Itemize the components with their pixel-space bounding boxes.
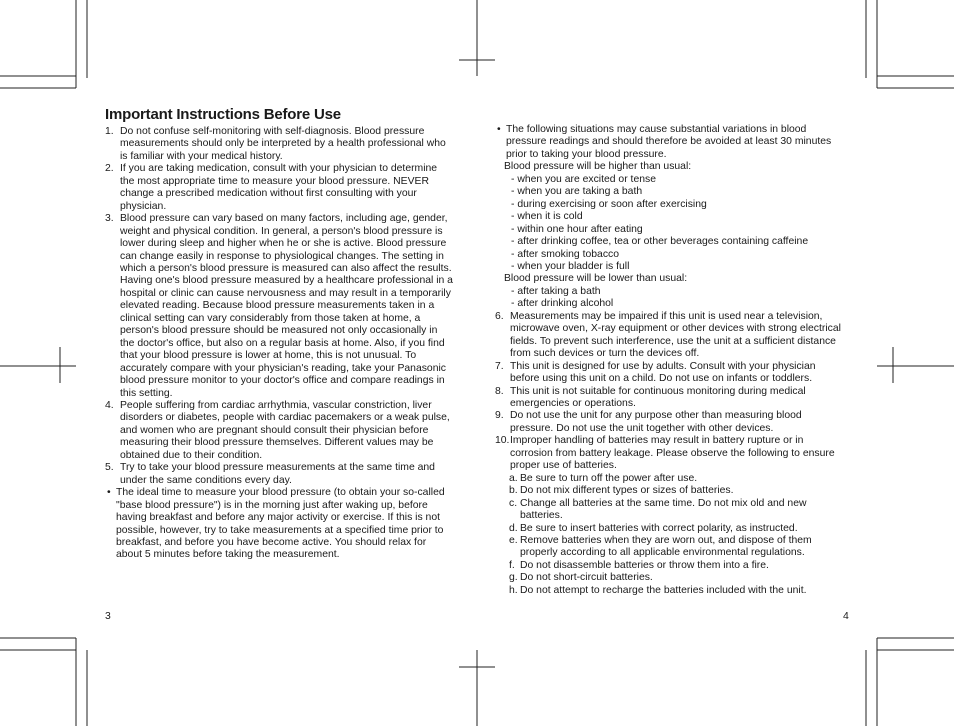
text-line: under the same conditions every day. bbox=[120, 474, 292, 486]
text-line: obtained due to their condition. bbox=[120, 449, 263, 461]
dash-item: - after drinking coffee, tea or other beverages containing caffeine bbox=[511, 236, 809, 248]
battery-item bbox=[495, 473, 855, 485]
text-line: Having one's blood pressure measured by a healthcare professional in a bbox=[120, 275, 453, 287]
item-marker: 1. bbox=[105, 126, 114, 137]
text-line: from such devices or turn the devices off. bbox=[510, 348, 700, 360]
dash-item: - when you are excited or tense bbox=[511, 173, 656, 185]
text-line: Measurements may be impaired if this unit is used near a television, bbox=[510, 310, 823, 322]
page-title: Important Instructions Before Use bbox=[105, 106, 341, 123]
numbered-item bbox=[105, 213, 465, 400]
text-line: Improper handling of batteries may result in battery rupture or in bbox=[510, 435, 804, 447]
text-line: This unit is designed for use by adults. Consult with your physician bbox=[510, 360, 816, 372]
dash-item: - within one hour after eating bbox=[511, 223, 643, 235]
numbered-item bbox=[105, 400, 465, 462]
numbered-item bbox=[105, 126, 465, 163]
dash-item: - when it is cold bbox=[511, 211, 583, 223]
text-line: This unit is not suitable for continuous monitoring during medical bbox=[510, 385, 806, 397]
text-line: which a person's blood pressure is measured can also affect the results. bbox=[120, 262, 452, 274]
item-marker: c. bbox=[509, 497, 518, 509]
text-line: the most appropriate time to measure your blood pressure. NEVER bbox=[120, 175, 429, 187]
sub-heading-lower: Blood pressure will be lower than usual: bbox=[504, 273, 688, 285]
right-page-body bbox=[495, 124, 855, 597]
text-line: People suffering from cardiac arrhythmia, vascular constriction, liver bbox=[120, 399, 432, 411]
text-line: corrosion from battery leakage. Please observe the following to ensure bbox=[510, 447, 835, 459]
numbered-item bbox=[495, 410, 855, 435]
text-line: The ideal time to measure your blood pressure (to obtain your so-called bbox=[116, 487, 445, 499]
text-line: disorders or diabetes, people with cardiac pacemakers or a weak pulse, bbox=[120, 412, 450, 424]
text-line: weight and physical condition. In general, a person's blood pressure is bbox=[120, 225, 443, 237]
text-line: elevated reading. Because blood pressure measurements taken in a bbox=[120, 300, 435, 312]
battery-item bbox=[495, 498, 855, 523]
text-line: Blood pressure can vary based on many factors, including age, gender, bbox=[120, 213, 448, 225]
text-line: change a prescribed medication without first consulting with your bbox=[120, 188, 417, 200]
text-line: possible, however, try to take measurements at a specified time prior to bbox=[116, 524, 444, 536]
left-page-body bbox=[105, 126, 465, 562]
text-line: prior to taking your blood pressure. bbox=[506, 148, 667, 160]
item-marker: h. bbox=[509, 584, 518, 596]
text-line: person's blood pressure should be measured not only occasionally in bbox=[120, 325, 438, 337]
numbered-item bbox=[105, 163, 465, 213]
text-line: clinical setting can vary considerably from those taken at home, a bbox=[120, 312, 421, 324]
item-marker: d. bbox=[509, 522, 518, 534]
text-line: Be sure to insert batteries with correct polarity, as instructed. bbox=[520, 522, 798, 534]
battery-item bbox=[495, 535, 855, 560]
text-line: The following situations may cause substantial variations in blood bbox=[506, 124, 807, 135]
dash-item: - after drinking alcohol bbox=[511, 298, 614, 310]
text-line: lower during sleep and higher when he or she is active. Blood pressure bbox=[120, 238, 447, 250]
text-line: Do not attempt to recharge the batteries included with the unit. bbox=[520, 584, 807, 596]
text-line: about 5 minutes before taking the measurement. bbox=[116, 549, 340, 561]
battery-item bbox=[495, 560, 855, 572]
dash-item: - when your bladder is full bbox=[511, 260, 630, 272]
text-line: having breakfast and before any major activity or exercise. If this is not bbox=[116, 512, 440, 524]
battery-item bbox=[495, 485, 855, 497]
text-line: the doctor's office, but also on a regular basis at home. Also, if you find bbox=[120, 337, 445, 349]
text-line: fields. To prevent such interference, use the unit at a sufficient distance bbox=[510, 335, 836, 347]
text-line: pressure readings and should therefore be avoided at least 30 minutes bbox=[506, 136, 832, 148]
text-line: microwave oven, X-ray equipment or other devices with strong electrical bbox=[510, 323, 841, 335]
text-line: before using this unit on a child. Do not use on infants or toddlers. bbox=[510, 373, 813, 385]
text-line: Do not disassemble batteries or throw them into a fire. bbox=[520, 559, 769, 571]
item-marker: 9. bbox=[495, 410, 504, 422]
text-line: "base blood pressure") is in the morning just after waking up, before bbox=[116, 499, 428, 511]
text-line: blood pressure monitor to your doctor's office and compare readings in bbox=[120, 375, 445, 387]
text-line: this setting. bbox=[120, 387, 173, 399]
text-line: If you are taking medication, consult with your physician to determine bbox=[120, 163, 438, 175]
item-marker: a. bbox=[509, 472, 518, 484]
numbered-item bbox=[105, 462, 465, 487]
item-marker: • bbox=[497, 124, 501, 135]
text-line: Do not mix different types or sizes of batteries. bbox=[520, 485, 734, 497]
item-marker: f. bbox=[509, 559, 515, 571]
item-marker: g. bbox=[509, 572, 518, 584]
text-line: Do not short-circuit batteries. bbox=[520, 572, 653, 584]
battery-item bbox=[495, 572, 855, 584]
dash-item: - when you are taking a bath bbox=[511, 186, 643, 198]
sub-heading-higher: Blood pressure will be higher than usual: bbox=[504, 161, 692, 173]
text-line: measurements should only be interpreted by a health professional who bbox=[120, 138, 446, 150]
text-line: physician. bbox=[120, 200, 167, 212]
text-line: accurately compare with your physician's reading, take your Panasonic bbox=[120, 362, 446, 374]
text-line: batteries. bbox=[520, 510, 563, 522]
text-line: Change all batteries at the same time. Do not mix old and new bbox=[520, 497, 807, 509]
text-line: Do not confuse self-monitoring with self-diagnosis. Blood pressure bbox=[120, 126, 425, 137]
dash-item: - after smoking tobacco bbox=[511, 248, 619, 260]
item-marker: b. bbox=[509, 485, 518, 497]
text-line: Do not use the unit for any purpose other than measuring blood bbox=[510, 410, 802, 422]
page-number-right: 4 bbox=[843, 611, 849, 622]
text-line: proper use of batteries. bbox=[510, 460, 617, 472]
numbered-item bbox=[495, 311, 855, 361]
item-marker: • bbox=[107, 487, 111, 499]
text-line: hospital or clinic can cause nervousness and may result in a temporarily bbox=[120, 287, 451, 299]
numbered-item bbox=[495, 435, 855, 472]
text-line: breakfast, and before you have become active. You should relax for bbox=[116, 536, 427, 548]
numbered-item bbox=[495, 361, 855, 386]
item-marker: 5. bbox=[105, 462, 114, 474]
text-line: can change easily in response to physiological changes. The setting in bbox=[120, 250, 444, 262]
item-marker: 3. bbox=[105, 213, 114, 225]
numbered-item bbox=[495, 386, 855, 411]
item-marker: 6. bbox=[495, 310, 504, 322]
text-line: that your blood pressure is lower at home, this is not unusual. To bbox=[120, 350, 417, 362]
dash-item: - after taking a bath bbox=[511, 285, 601, 297]
text-line: Be sure to turn off the power after use. bbox=[520, 472, 698, 484]
text-line: and women who are pregnant should consult their physician before bbox=[120, 424, 429, 436]
text-line: Remove batteries when they are worn out, and dispose of them bbox=[520, 534, 812, 546]
item-marker: e. bbox=[509, 534, 518, 546]
battery-item bbox=[495, 523, 855, 535]
item-marker: 7. bbox=[495, 360, 504, 372]
page-number-left: 3 bbox=[105, 611, 111, 622]
text-line: measuring their blood pressure themselves. Different values may be bbox=[120, 437, 434, 449]
dash-item: - during exercising or soon after exercising bbox=[511, 198, 707, 210]
text-line: pressure. Do not use the unit together with other devices. bbox=[510, 422, 774, 434]
item-marker: 4. bbox=[105, 399, 114, 411]
text-line: emergencies or operations. bbox=[510, 397, 636, 409]
battery-item bbox=[495, 585, 855, 597]
item-marker: 10. bbox=[495, 435, 510, 447]
text-line: properly according to all applicable environmental regulations. bbox=[520, 547, 805, 559]
text-line: is familiar with your medical history. bbox=[120, 150, 283, 162]
text-line: Try to take your blood pressure measurements at the same time and bbox=[120, 462, 435, 474]
bullet-item bbox=[495, 124, 855, 161]
item-marker: 2. bbox=[105, 163, 114, 175]
item-marker: 8. bbox=[495, 385, 504, 397]
bullet-item bbox=[105, 487, 465, 562]
